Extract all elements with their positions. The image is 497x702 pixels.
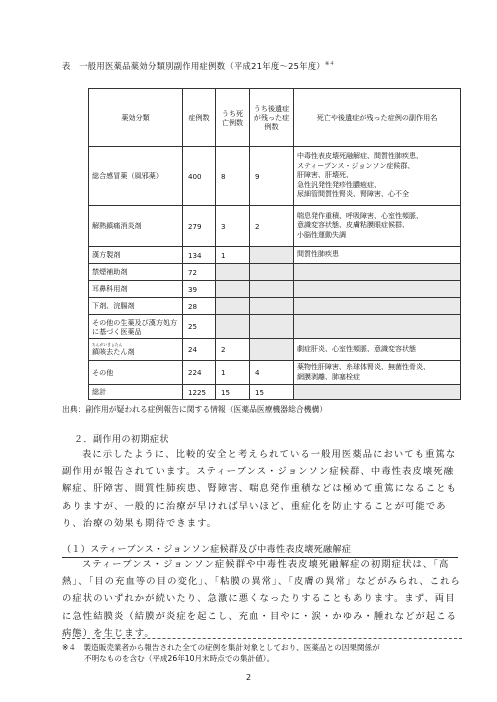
row-sequelae: 9 xyxy=(250,147,294,206)
row-deaths xyxy=(216,298,250,315)
header-category: 薬効分類 xyxy=(89,89,183,147)
row-deaths: 8 xyxy=(216,147,250,206)
table-row xyxy=(89,206,461,247)
row-cases: 25 xyxy=(183,315,216,339)
row-cases: 1225 xyxy=(183,385,216,400)
row-category-cell xyxy=(89,339,183,361)
effect-line: スティーブンス・ジョンソン症候群、 xyxy=(297,161,415,170)
row-sequelae xyxy=(250,281,294,298)
row-cases: 24 xyxy=(183,339,216,361)
caption-footnote-mark: ※４ xyxy=(325,61,335,68)
body-paragraph: 表に示したように、比較的安全と考えられている一般用医薬品においても重篤な副作用が報告されています。スティーブンス・ジョンソン症候群、中毒性表皮壊死融解症、肝障害、間質性肺疾患、腎障害、喘息発作重積などは極めて重篤になることもありますが、一般的に治療が早ければ早いほど、重症化を防止することが可能であり、治療の効果も期待できます。 xyxy=(62,449,458,529)
table-row xyxy=(89,247,461,264)
subheading: （１）スティーブンス・ジョンソン症候群及び中毒性表皮壊死融解症 xyxy=(62,542,458,558)
body-paragraph: スティーブンス・ジョンソン症候群や中毒性表皮壊死融解症の初期症状は、「高熱」、「目の充血等の目の変化」、「粘膜の異常」、「皮膚の異常」などがみられ、これらの症状のいずれかが続いたり、急激に悪くなったりすることもあります。まず、両目に急性結膜炎（結膜が炎症を起こし、充血・目やに・涙・かゆみ・腫れなどが起こる病態）を生じます。 xyxy=(62,559,461,639)
header-effects: 死亡や後遺症が残った症例の副作用名 xyxy=(294,89,461,147)
row-category: 耳鼻科用剤 xyxy=(89,281,183,298)
table-row xyxy=(89,315,461,339)
caption-text: 表 一般用医薬品薬効分類別副作用症例数（平成21年度～25年度） xyxy=(62,61,326,71)
table-row xyxy=(89,361,461,385)
section-title: ２．副作用の初期症状 xyxy=(74,435,170,445)
effect-line: 網膜剥離、肺塞栓症 xyxy=(297,372,360,381)
table-row xyxy=(89,298,461,315)
row-deaths: 1 xyxy=(216,247,250,264)
row-effects xyxy=(294,247,461,264)
footnote-line: ※４ 製造販売業者から報告された全ての症例を集計対象としており、医薬品との因果関係が xyxy=(62,643,380,652)
row-sequelae: 4 xyxy=(250,361,294,385)
row-cases: 134 xyxy=(183,247,216,264)
row-effects xyxy=(294,385,461,400)
table-row xyxy=(89,264,461,281)
effect-line: 劇症肝炎、心室性頻脈、意識変容状態 xyxy=(297,344,416,353)
category-ruby: ちんがいきょたん xyxy=(92,341,123,347)
header-cases: 症例数 xyxy=(183,89,216,147)
effect-line: 間質性肺疾患 xyxy=(297,250,339,259)
row-effects xyxy=(294,361,461,385)
row-deaths: 1 xyxy=(216,361,250,385)
effect-line: 喘息発作重積、呼吸障害、心室性頻脈、 xyxy=(297,211,423,220)
row-cases: 224 xyxy=(183,361,216,385)
row-cases: 400 xyxy=(183,147,216,206)
table-row xyxy=(89,339,461,361)
row-effects xyxy=(294,264,461,281)
header-sequelae: うち後遺症が残った症例数 xyxy=(250,89,294,147)
table-caption xyxy=(62,60,335,72)
row-category: 総合感冒薬（風邪薬） xyxy=(89,147,183,206)
row-effects xyxy=(294,298,461,315)
row-deaths xyxy=(216,264,250,281)
row-category: 鎮咳去たん剤 xyxy=(92,346,135,356)
table-source: 出典：副作用が疑われる症例報告に関する情報（医薬品医療機器総合機構） xyxy=(62,405,328,414)
row-sequelae xyxy=(250,298,294,315)
row-sequelae xyxy=(250,339,294,361)
row-cases: 72 xyxy=(183,264,216,281)
table-row xyxy=(89,147,461,206)
row-sequelae xyxy=(250,247,294,264)
table-header-row xyxy=(89,89,461,147)
row-effects xyxy=(294,206,461,247)
row-category: 漢方製剤 xyxy=(89,247,183,264)
page-number: 2 xyxy=(245,673,252,682)
row-category: 総計 xyxy=(89,385,183,400)
effect-line: 急性汎発性発疹性膿疱症、 xyxy=(297,180,381,189)
table-total-row xyxy=(89,385,461,400)
row-category: 禁煙補助剤 xyxy=(89,264,183,281)
row-sequelae xyxy=(250,315,294,339)
row-effects xyxy=(294,339,461,361)
effect-line: 中毒性表皮壊死融解症、間質性肺疾患、 xyxy=(297,152,423,161)
row-deaths xyxy=(216,281,250,298)
header-deaths: うち死亡例数 xyxy=(216,89,250,147)
row-category: その他 xyxy=(89,361,183,385)
row-cases: 39 xyxy=(183,281,216,298)
effect-line: 意識変容状態、皮膚粘膜眼症候群、 xyxy=(297,221,409,230)
row-category: 下剤、浣腸剤 xyxy=(89,298,183,315)
row-deaths: 3 xyxy=(216,206,250,247)
effect-line: 小脳性運動失調 xyxy=(297,230,346,239)
row-effects xyxy=(294,147,461,206)
effect-line: 尿細管間質性腎炎、腎障害、心不全 xyxy=(297,190,409,199)
row-category: 解熱鎮痛消炎剤 xyxy=(89,206,183,247)
footnote-divider xyxy=(62,638,462,639)
effect-line: 肝障害、肝壊死、 xyxy=(297,171,353,180)
row-deaths: 15 xyxy=(216,385,250,400)
effect-line: 薬物性肝障害、糸球体腎炎、無菌性骨炎、 xyxy=(297,362,430,371)
row-sequelae: 15 xyxy=(250,385,294,400)
table-row xyxy=(89,281,461,298)
row-cases: 279 xyxy=(183,206,216,247)
row-sequelae: 2 xyxy=(250,206,294,247)
footnote xyxy=(62,642,380,664)
row-deaths xyxy=(216,315,250,339)
adverse-reaction-table xyxy=(88,88,461,400)
row-effects xyxy=(294,315,461,339)
row-sequelae xyxy=(250,264,294,281)
row-effects xyxy=(294,281,461,298)
row-deaths: 2 xyxy=(216,339,250,361)
row-cases: 28 xyxy=(183,298,216,315)
row-category: その他の生薬及び漢方処方に基づく医薬品 xyxy=(89,315,183,339)
footnote-line: 不明なものを含む（平成26年10月末時点での集計値）。 xyxy=(84,654,275,663)
